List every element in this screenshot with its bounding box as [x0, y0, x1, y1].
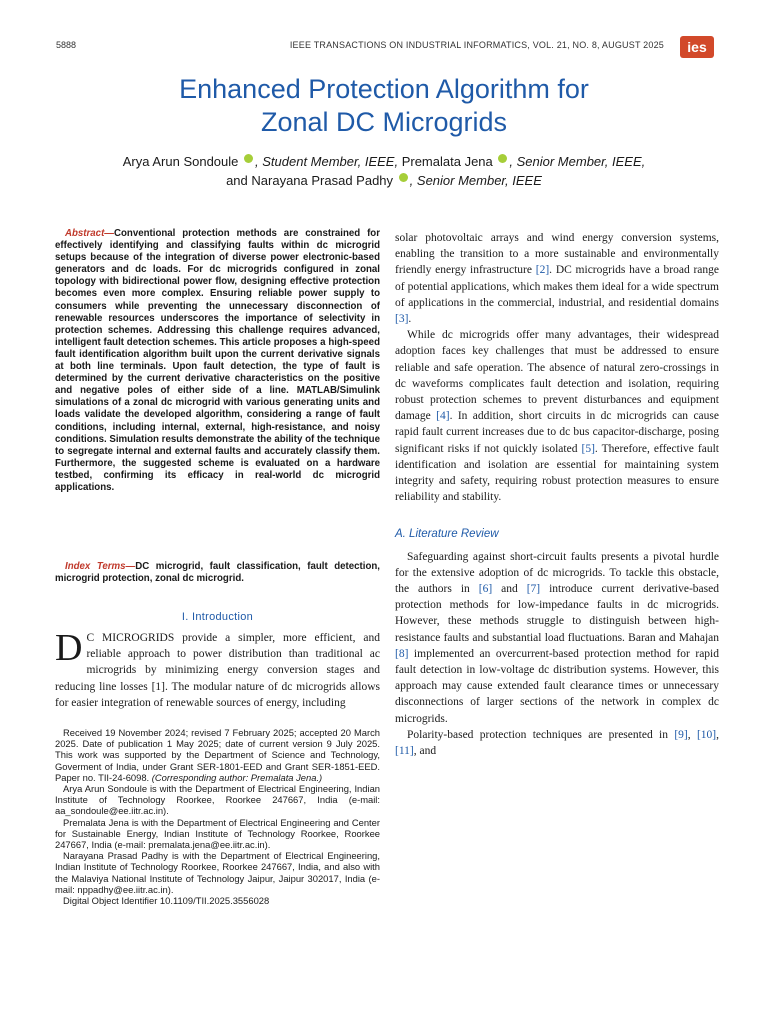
subsection-heading-literature-review: A. Literature Review [395, 528, 499, 541]
right-p4-text-b: , [687, 728, 697, 741]
right-p1-text-b: . DC microgrids have a broad range of potential applications, which makes them ideal for a wide spectrum of applications in the commercial, industrial, and residential domains [395, 264, 719, 309]
journal-header: IEEE TRANSACTIONS ON INDUSTRIAL INFORMATICS, VOL. 21, NO. 8, AUGUST 2025 [289, 40, 664, 50]
right-p1-end: . [408, 313, 412, 326]
footnotes [55, 727, 380, 906]
paper-title [0, 73, 768, 139]
orcid-icon[interactable] [498, 154, 507, 163]
footnote-received [55, 727, 380, 783]
section-heading-introduction: I. Introduction [181, 611, 254, 623]
citation-link[interactable]: [4] [436, 410, 450, 423]
right-p2-text-a: While dc microgrids offer many advantages, their widespread adoption faces key challenges that must be addressed to ensure reliable and safe operation. The absence of natural zero-crossings in dc waveforms complicates fault detection and isolation, requiring robust protection schemes to prevent disturbances and equipment damage [395, 329, 719, 423]
introduction-paragraph [55, 627, 380, 711]
right-p3-text-a: Safeguarding against short-circuit faults presents a pivotal hurdle for the extensive adoption of dc microgrids. To tackle this obstacle, the authors in [395, 550, 719, 596]
author-3-role: , Senior Member, IEEE [409, 173, 542, 188]
right-p4-text-b3: , and [413, 745, 437, 758]
citation-link[interactable]: [5] [581, 442, 595, 455]
orcid-icon[interactable] [244, 154, 253, 163]
author-1-name: Arya Arun Sondoule [122, 154, 239, 169]
title-line-1: Enhanced Protection Algorithm for [179, 74, 589, 104]
footnote-author-3: Narayana Prasad Padhy is with the Department of Electrical Engineering, Indian Institute of Technology Roorkee, Roorkee 247667, India, and also with the Malaviya National Institute of Technology Jaipur, Jaipur 302017, India (e-mail: nppadhy@ee.iitr.ac.in). [55, 850, 380, 895]
right-p2-text-c: . Therefore, effective fault identification and isolation are essential for maintaining system integrity and safety, requiring robust protection measures to ensure reliability and stability. [395, 442, 719, 504]
footnote-corresponding: (Corresponding author: Premalata Jena.) [149, 771, 323, 783]
title-line-2: Zonal DC Microgrids [260, 107, 508, 137]
ies-logo-icon [680, 36, 714, 58]
citation-link[interactable]: [11] [395, 745, 414, 758]
right-p3-text-d: implemented an overcurrent-based protection method for rapid fault detection in low-voltage dc distribution systems. However, this approach may cause extended fault clearance times or unnecessary disconnections of larger sections of the network in complex dc microgrids. [395, 647, 719, 725]
index-terms [55, 561, 380, 585]
abstract [55, 228, 380, 494]
right-paragraph-4 [395, 727, 719, 759]
right-p4-text-a: Polarity-based protection techniques are presented in [407, 728, 675, 741]
author-list [0, 152, 768, 190]
right-p3-text-b: and [492, 583, 527, 596]
citation-link[interactable]: [6] [478, 583, 493, 596]
footnote-doi: Digital Object Identifier 10.1109/TII.2025.3556028 [63, 895, 270, 907]
right-p3-text-c: introduce current derivative-based protection methods for low-impedance faults in dc microgrids. However, these methods struggle to distinguish between high-resistance faults and substantial load fluctuations. Baran and Mahajan [395, 583, 719, 644]
right-p2-text-b: . In addition, short circuits in dc microgrids can cause rapid fault current increases due to dc bus capacitor-discharge, posing significant risks if not quickly isolated [395, 410, 719, 455]
footnote-author-2: Premalata Jena is with the Department of Electrical Engineering and Center for Sustainable Energy, Indian Institute of Technology Roorkee, Roorkee 247667, India (e-mail: premalata.jena@ee.iitr.ac.in). [55, 816, 380, 851]
right-column [395, 230, 719, 759]
citation-link[interactable]: [7] [526, 583, 541, 596]
citation-link[interactable]: [8] [395, 647, 409, 660]
citation-link[interactable]: [2] [535, 264, 550, 277]
author-and: and [226, 173, 252, 188]
author-2-name: Premalata Jena [398, 154, 493, 169]
author-2-role: , Senior Member, IEEE, [509, 154, 646, 169]
citation-link[interactable]: [10] [696, 728, 717, 741]
citation-link[interactable]: [3] [395, 313, 409, 326]
orcid-icon[interactable] [399, 173, 408, 182]
right-p1-text: solar photovoltaic arrays and wind energy conversion systems, enabling the transition to a more sustainable and environmentally friendly energy infrastructure [395, 232, 719, 277]
page-number: 5888 [56, 40, 77, 50]
right-p4-text-b2: , [716, 728, 719, 741]
index-terms-label: Index Terms— [65, 561, 136, 572]
right-paragraph-1 [395, 230, 719, 327]
author-1-role: , Student Member, IEEE, [255, 154, 399, 169]
introduction-text: C MICROGRIDS provide a simpler, more efficient, and reliable approach to power distribution than traditional ac microgrids by minimizing energy conversion stages and reducing line losses [1]. The modular nature of dc microgrids allows for easier integration of renewable sources of energy, including [55, 632, 380, 709]
author-3-name: Narayana Prasad Padhy [251, 173, 394, 188]
index-terms-text: DC microgrid, fault classification, fault detection, microgrid protection, zonal dc microgrid. [55, 561, 380, 585]
ies-logo-text: ies [687, 39, 707, 55]
abstract-text: Conventional protection methods are constrained for effectively identifying and classifying faults within dc microgrid setups because of the integration of diverse power electronic-based generators and dc loads. For dc microgrids configured in zonal topology with bidirectional power flow, designing effective protection becomes even more complex. Ensuring reliable power supply to consumers while preventing the unnecessary disconnection of renewable resources underscores the importance of selectivity in protection schemes. Addressing this challenge requires advanced, intelligent fault detection schemes. This article proposes a high-speed fault identification algorithm built upon the current derivative signals at both line terminals. Upon fault detection, the type of fault is determined by the current derivative characteristics on the positive and negative poles of either side of a line. MATLAB/Simulink simulations of a zonal dc microgrid with various generating units and loads validate the developed algorithm, considering a range of fault conditions, including internal, external, high-resistance, and noisy conditions. Simulation results demonstrate the ability of the technique to segregate internal and external faults and accurately classify them. Furthermore, the suggested scheme is evaluated on a hardware testbed, confirming its efficacy in real-world dc microgrid applications. [55, 228, 380, 493]
right-paragraph-2 [395, 327, 719, 505]
citation-link[interactable]: [9] [674, 728, 688, 741]
abstract-label: Abstract— [65, 228, 114, 239]
right-paragraph-3 [395, 549, 719, 727]
footnote-author-1: Arya Arun Sondoule is with the Department of Electrical Engineering, Indian Institute of Technology Roorkee, Roorkee 247667, India (e-mail: aa_sondoule@ee.iitr.ac.in). [55, 783, 380, 817]
drop-cap: D [55, 627, 83, 669]
footnote-received-text: Received 19 November 2024; revised 7 February 2025; accepted 20 March 2025. Date of publication 1 May 2025; date of current version 9 July 2025. This work was supported by the Department of Science and Technology, Goverment of India, under Grant SER-1801-EED and Grant SER-1851-EED. Paper no. TII-24-6098. [55, 727, 380, 783]
